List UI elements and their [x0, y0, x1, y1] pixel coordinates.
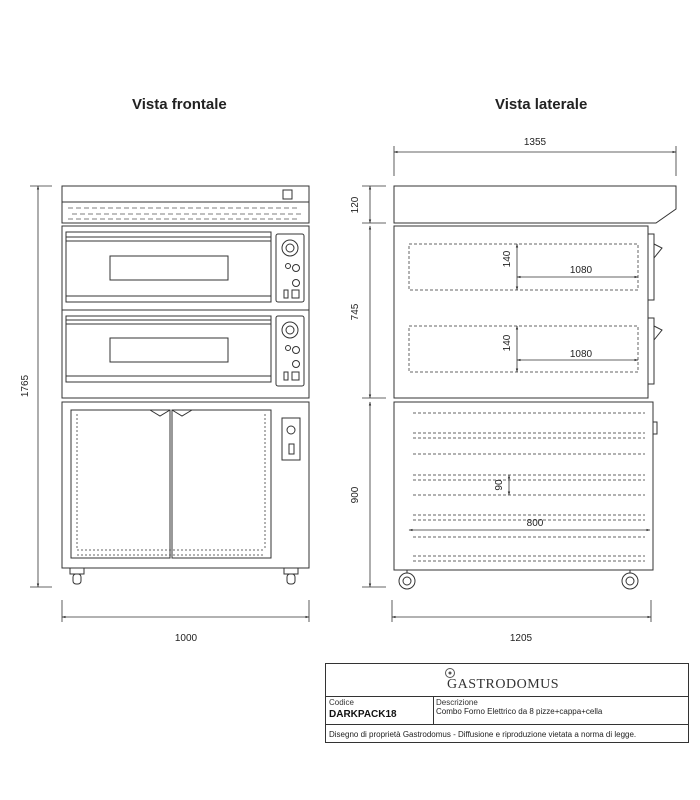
chamber-depth-label-2: 1080 [569, 349, 593, 360]
cell-height-label: 900 [350, 486, 361, 504]
hood-height-label: 120 [350, 196, 361, 214]
shelf-spacing-label: 90 [494, 479, 505, 491]
cell-depth-label: 800 [526, 518, 544, 529]
product-code: DARKPACK18 [329, 709, 397, 720]
front-height-label: 1765 [20, 374, 31, 398]
front-view-title: Vista frontale [132, 96, 227, 113]
side-bottom-width-label: 1205 [509, 633, 533, 644]
description-label: Descrizione [436, 698, 478, 707]
front-wheels [70, 568, 298, 584]
side-oven [394, 226, 662, 398]
front-oven-upper [66, 232, 304, 302]
front-oven-body [62, 226, 309, 398]
code-label: Codice [329, 698, 354, 707]
brand-name: GASTRODOMUS [447, 677, 560, 692]
oven-height-label: 745 [350, 303, 361, 321]
title-block [325, 663, 689, 743]
chamber-height-label-2: 140 [502, 334, 513, 352]
front-hood [62, 186, 309, 223]
side-hood [394, 186, 676, 223]
chamber-height-label-1: 140 [502, 250, 513, 268]
front-view [62, 186, 309, 584]
product-description: Combo Forno Elettrico da 8 pizze+cappa+cella [436, 707, 603, 716]
copyright-footer: Disegno di proprietà Gastrodomus - Diffusione e riproduzione vietata a norma di legge. [329, 730, 637, 739]
side-proofing-cell [394, 402, 657, 570]
side-view-title: Vista laterale [495, 96, 588, 113]
hood-vent-slots [68, 208, 304, 219]
front-oven-lower [66, 316, 304, 386]
code-cell [326, 696, 434, 725]
side-top-width-label: 1355 [523, 137, 547, 148]
side-dimensions [362, 146, 676, 622]
title-block-logo-row [326, 664, 688, 697]
description-cell [433, 696, 688, 725]
chamber-depth-label-1: 1080 [569, 265, 593, 276]
side-wheels [399, 570, 638, 589]
front-proofing-cell [62, 402, 309, 568]
front-width-label: 1000 [174, 633, 198, 644]
